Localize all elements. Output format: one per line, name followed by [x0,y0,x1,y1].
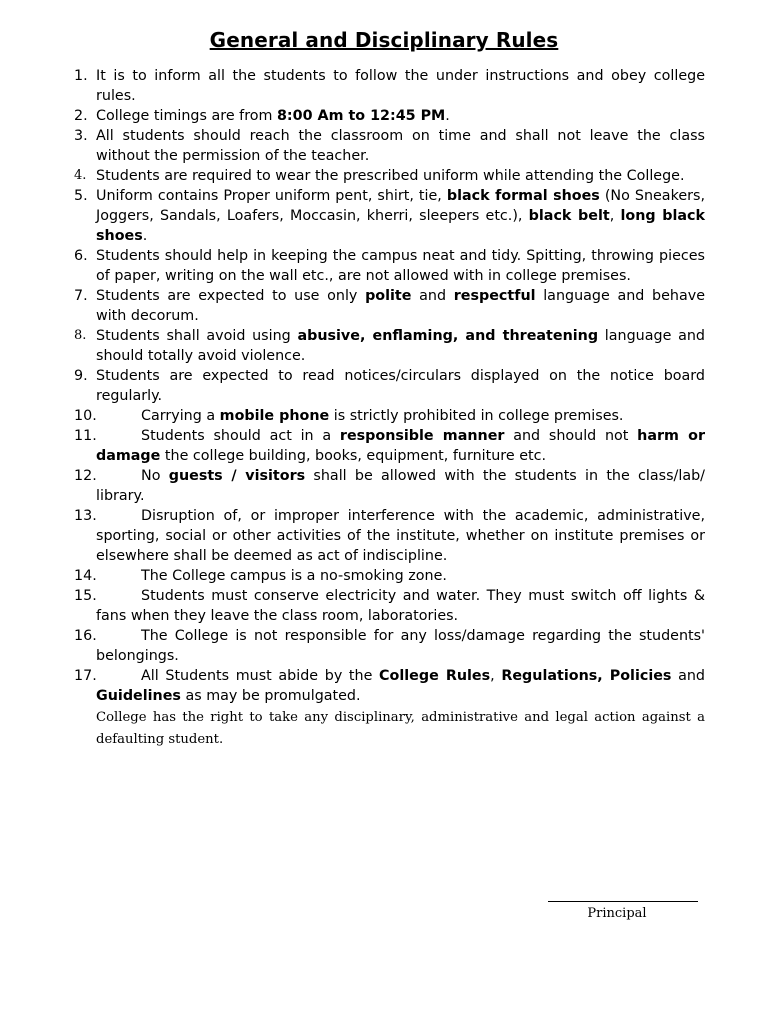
rule-text [96,466,705,506]
rule-text-bold: long black shoes [96,208,705,244]
rule-text-segment: Uniform contains Proper uniform pent, shirt, tie, [96,188,447,204]
rule-text [96,406,705,426]
page-title: General and Disciplinary Rules [209,28,559,52]
rule-text-segment: Disruption of, or improper interference with the academic, administrative, sporting, social or other activities of the institute, whether on institute premises or elsewhere shall be deemed as act of indiscipline. [96,508,705,564]
rule-text [96,66,705,106]
rule-text-segment: is strictly prohibited in college premises. [329,408,624,424]
rule-text-bold: 8:00 Am to 12:45 PM [276,108,446,124]
rule-text-segment: . [445,108,450,124]
rule-item [74,666,705,706]
rule-text-bold: harm or damage [96,428,706,464]
rule-item [74,586,705,626]
rule-text-segment: Students are expected to use only [96,288,366,304]
rule-item [74,366,705,406]
rule-text-segment: the college building, books, equipment, furniture etc. [160,448,547,464]
rule-text-bold: Regulations, Policies [501,668,672,684]
rule-text-segment: Students shall avoid using [96,328,298,344]
rule-text-segment: language and behave with decorum. [96,288,705,324]
signature-line [548,901,698,902]
rule-number: 14. [74,568,97,584]
rule-text [96,666,705,706]
rule-text-segment: All Students must abide by the [141,668,380,684]
rule-text-segment: All students should reach the classroom on time and shall not leave the class without the permission of the teacher. [96,128,705,164]
rule-text-segment: Students must conserve electricity and water. They must switch off lights & fans when they leave the class room, laboratories. [96,588,705,624]
rule-number: 11. [74,428,97,444]
rule-item [74,246,705,286]
rule-text-segment: Students are required to wear the prescribed uniform while attending the College. [96,168,685,184]
rule-number: 9. [74,368,88,384]
rule-item [74,566,705,586]
rule-text [96,286,705,326]
rule-text [96,426,705,466]
rule-text-bold: College Rules [379,668,491,684]
rule-text-segment: College timings are from [96,108,277,124]
rule-number: 1. [74,68,88,84]
rule-item [74,466,705,506]
rule-text-segment: as may be promulgated. [180,688,361,704]
rule-item [74,506,705,566]
rule-text-segment: shall be allowed with the students in the class/lab/ library. [96,468,705,504]
rule-text [96,246,705,286]
rule-number: 3. [74,128,88,144]
signature-label: Principal [587,906,647,921]
rule-text [96,326,705,366]
rules-list [74,66,705,706]
rule-text-segment: , [490,668,502,684]
rule-text-bold: respectful [453,288,536,304]
rule-item [74,426,705,466]
rule-item [74,186,705,246]
rule-number: 7. [74,288,88,304]
rule-text [96,126,705,166]
rule-number: 6. [74,248,88,264]
rule-text [96,106,705,126]
rule-text [96,586,705,626]
rule-text [96,186,705,246]
rule-text [96,506,705,566]
rule-item [74,406,705,426]
rule-item [74,326,705,366]
rule-item [74,626,705,666]
rule-text-segment: language and should totally avoid violence. [96,328,705,364]
rule-item [74,286,705,326]
rule-text-segment: and [411,288,454,304]
rule-text-segment: Students should act in a [141,428,340,444]
rule-text-bold: abusive, enflaming, and threatening [297,328,599,344]
rule-text-bold: black belt [528,208,610,224]
rule-text-segment: and should not [504,428,638,444]
rule-number: 13. [74,508,97,524]
rule-text-segment: Students should help in keeping the campus neat and tidy. Spitting, throwing pieces of paper, writing on the wall etc., are not allowed with in college premises. [96,248,705,284]
rule-text-segment: Carrying a [141,408,220,424]
rule-number: 15. [74,588,97,604]
rule-text-segment: . [142,228,148,244]
rule-text [96,366,705,406]
rule-text-bold: Guidelines [96,688,181,704]
rule-text [96,166,705,186]
rule-text-segment: (No Sneakers, Joggers, Sandals, Loafers, Moccasin, kherri, sleepers etc.), [96,188,706,224]
rule-number: 17. [74,668,97,684]
rule-text [96,626,705,666]
rule-text-bold: black formal shoes [446,188,600,204]
closing-statement: College has the right to take any disciplinary, administrative and legal action against a defaulting student. [96,710,705,747]
rule-number: 5. [74,188,88,204]
rule-text-bold: mobile phone [219,408,330,424]
rule-item [74,66,705,106]
rule-text-bold: polite [365,288,412,304]
rule-number: 12. [74,468,97,484]
rule-text-segment: Students are expected to read notices/circulars displayed on the notice board regularly. [96,368,705,404]
rule-item [74,166,705,186]
rule-number: 16. [74,628,97,644]
rule-number: 4. [74,168,87,183]
rule-text-bold: guests / visitors [168,468,306,484]
rule-text-segment: , [609,208,621,224]
rule-text-segment: No [141,468,169,484]
rule-text [96,566,705,586]
rule-text-segment: It is to inform all the students to follow the under instructions and obey college rules. [96,68,705,104]
rule-text-segment: and [671,668,705,684]
rule-text-bold: responsible manner [339,428,505,444]
rule-text-segment: The College campus is a no-smoking zone. [141,568,447,584]
rule-number: 8. [74,328,87,343]
rule-number: 10. [74,408,97,424]
rule-text-segment: The College is not responsible for any loss/damage regarding the students' belongings. [96,628,705,664]
rule-number: 2. [74,108,88,124]
rule-item [74,106,705,126]
rule-item [74,126,705,166]
